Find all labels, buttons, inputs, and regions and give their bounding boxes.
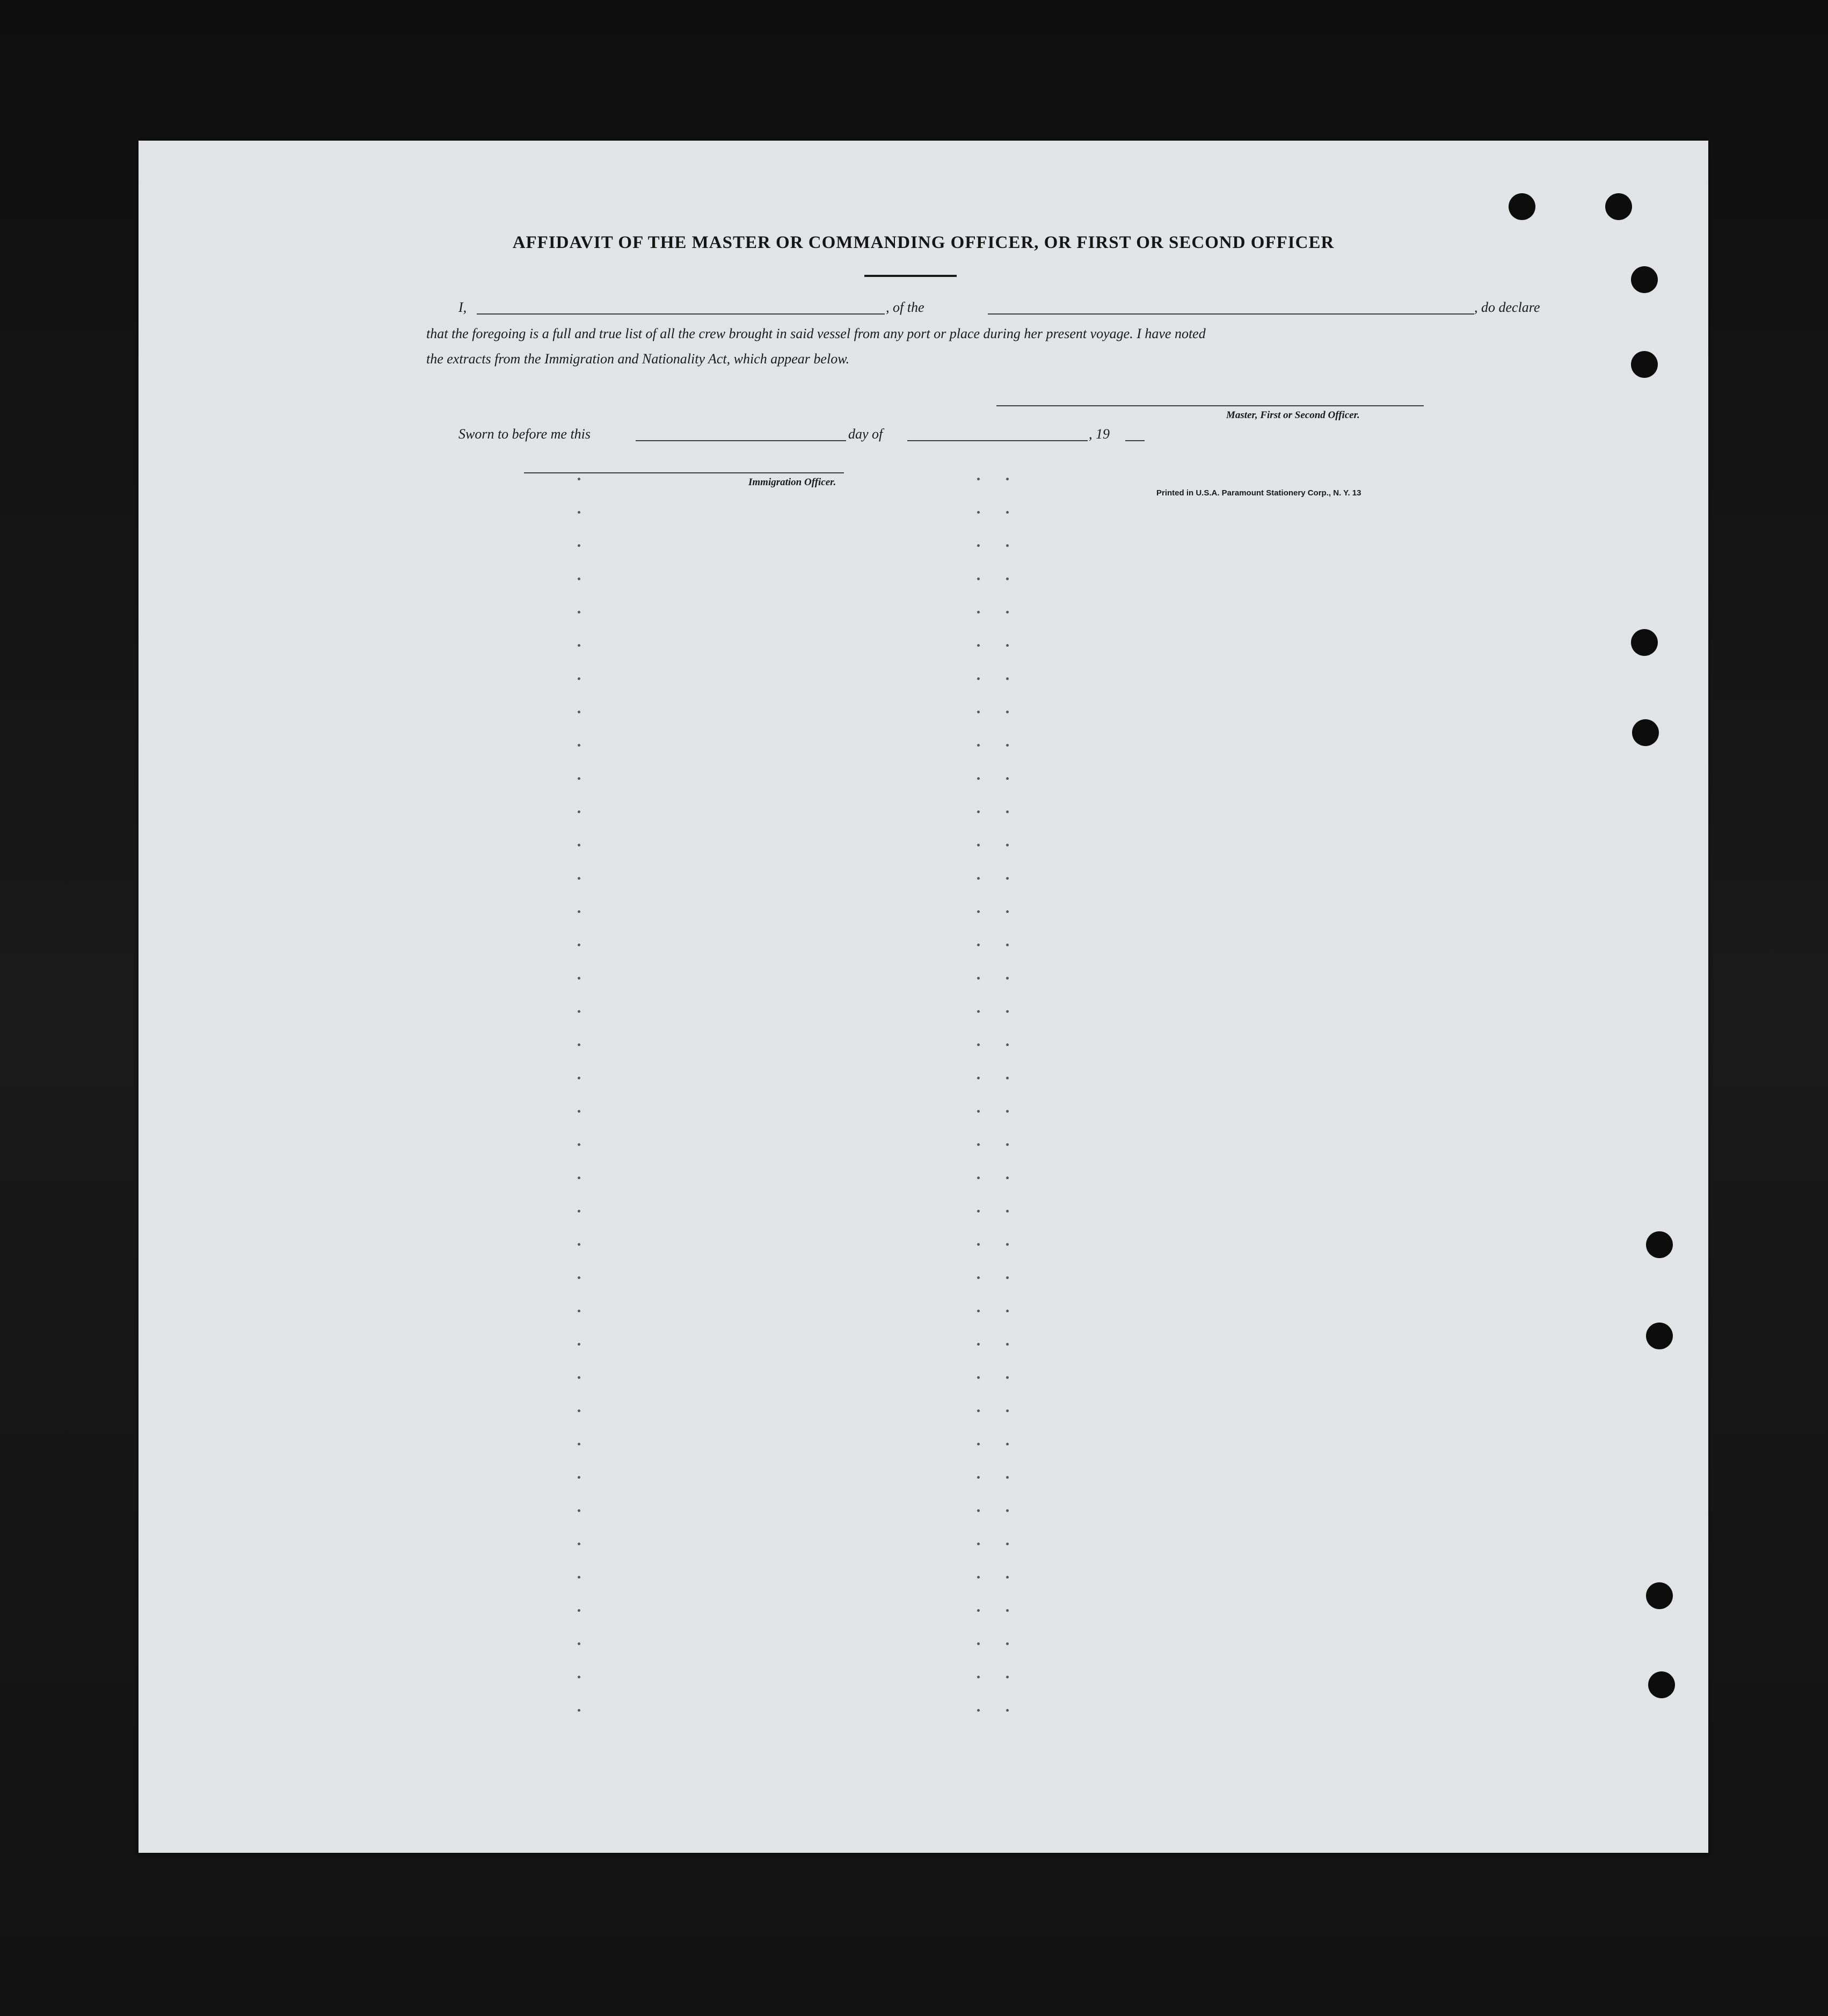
title-underline — [864, 275, 957, 277]
immigration-officer-signature-field[interactable] — [524, 472, 844, 473]
affidavit-page — [139, 141, 1708, 1853]
punch-hole — [1646, 1582, 1673, 1609]
declaration-of-the: , of the — [886, 300, 924, 315]
sworn-day-of: day of — [848, 426, 883, 442]
master-signature-field[interactable] — [996, 405, 1424, 406]
master-caption: Master, First or Second Officer. — [1226, 410, 1360, 421]
sworn-year-prefix: , 19 — [1089, 426, 1110, 442]
punch-hole — [1631, 629, 1658, 656]
punch-hole — [1646, 1323, 1673, 1349]
printer-imprint: Printed in U.S.A. Paramount Stationery Corp., N. Y. 13 — [1156, 488, 1361, 498]
vessel-name-field[interactable] — [988, 313, 1474, 315]
declaration-line-3: the extracts from the Immigration and Nationality Act, which appear below. — [426, 351, 850, 367]
punch-hole — [1646, 1231, 1673, 1258]
declaration-line-2: that the foregoing is a full and true list of all the crew brought in said vessel from any port or place during her present voyage. I have noted — [426, 326, 1206, 341]
punch-hole — [1632, 719, 1659, 746]
sworn-day-field[interactable] — [636, 440, 846, 441]
punch-hole — [1648, 1671, 1675, 1698]
immigration-officer-caption: Immigration Officer. — [748, 477, 836, 488]
sworn-prefix: Sworn to before me this — [458, 426, 591, 442]
declarant-name-field[interactable] — [477, 313, 885, 315]
punch-hole — [1509, 193, 1535, 220]
declaration-prefix: I, — [458, 300, 467, 315]
punch-hole — [1631, 351, 1658, 378]
sworn-month-field[interactable] — [907, 440, 1088, 441]
declaration-do-declare: , do declare — [1474, 300, 1540, 315]
affidavit-title: AFFIDAVIT OF THE MASTER OR COMMANDING OFFICER, OR FIRST OR SECOND OFFICER — [512, 233, 1335, 252]
punch-hole — [1631, 266, 1658, 293]
punch-hole — [1605, 193, 1632, 220]
sworn-year-field[interactable] — [1125, 440, 1145, 441]
